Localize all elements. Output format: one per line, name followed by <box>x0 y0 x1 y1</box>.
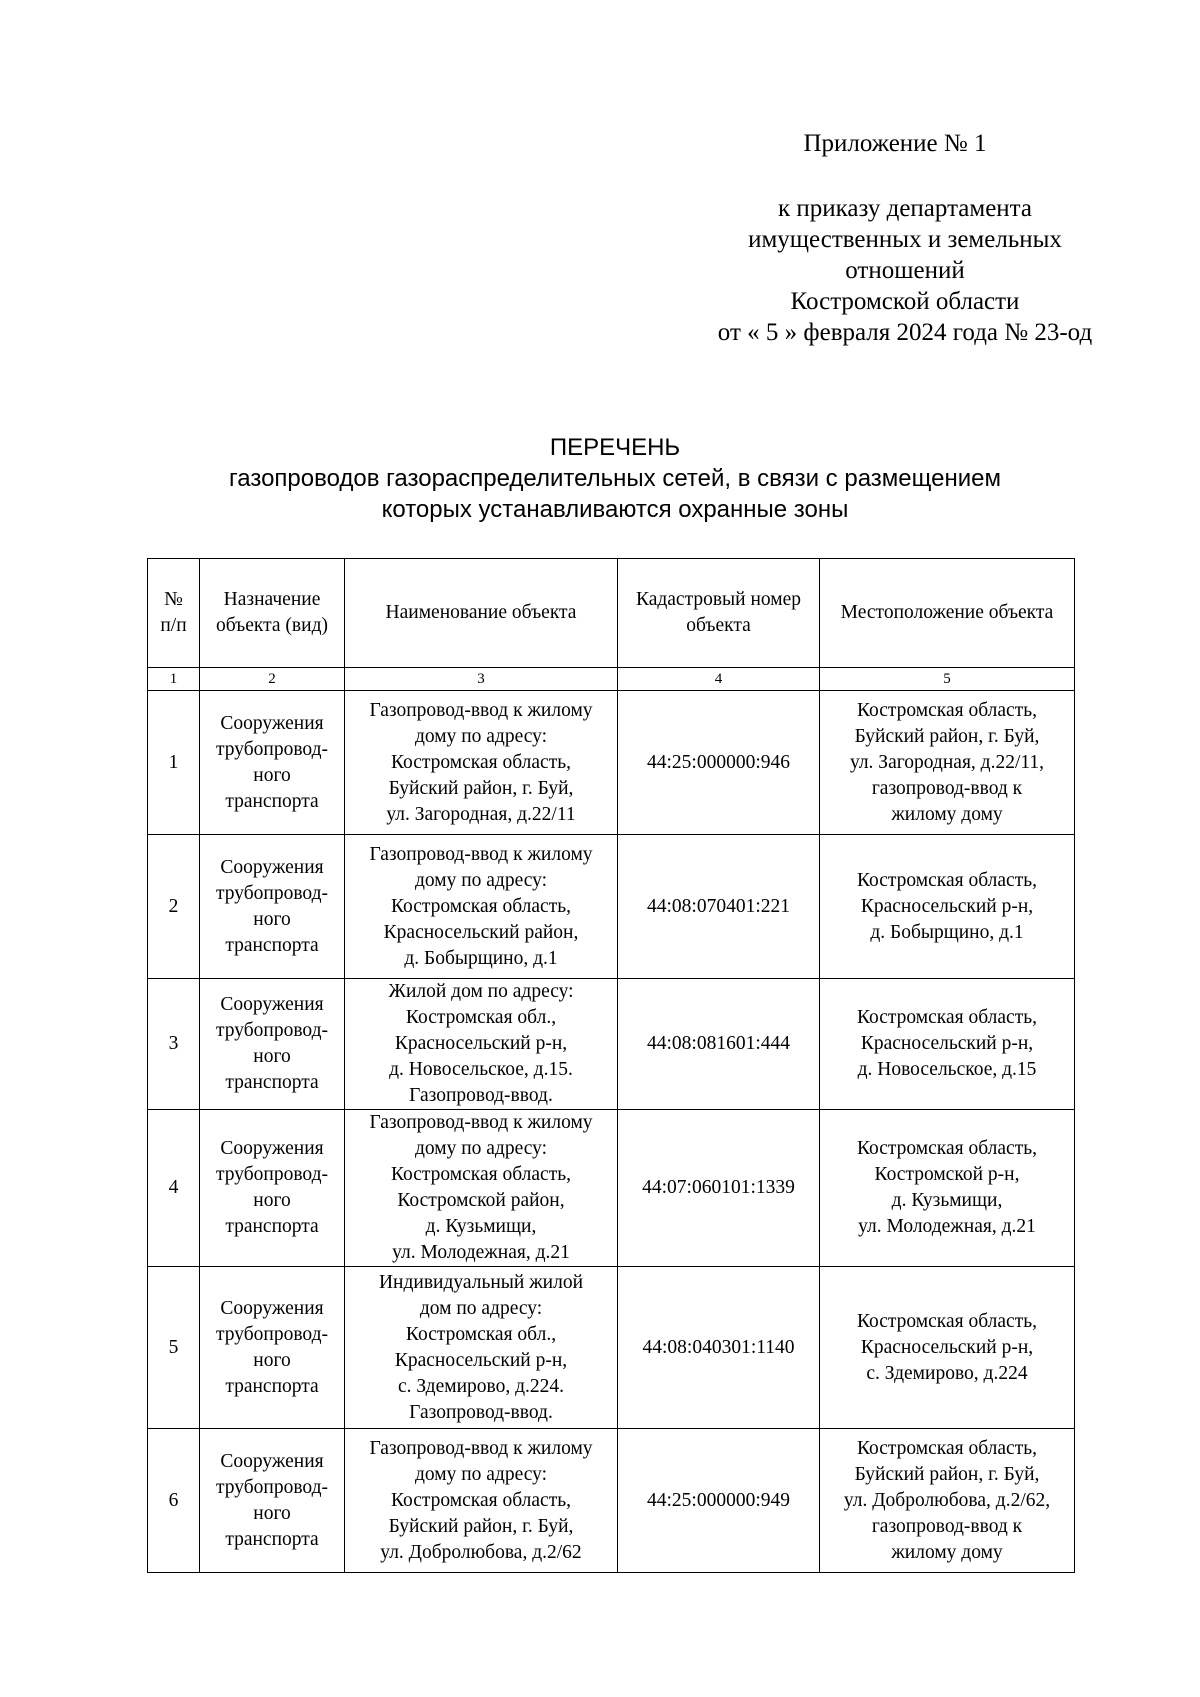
header-cell-num <box>148 559 200 668</box>
column-number-row <box>148 668 1075 691</box>
cell-cadastral <box>618 1429 820 1573</box>
header-cell-cadastral <box>618 559 820 668</box>
cell-text-line: Буйский район, г. Буй, <box>854 1463 1040 1485</box>
header-cell-type <box>200 559 345 668</box>
cell-text-line: 3 <box>168 1033 179 1054</box>
cell-text-line: 44:25:000000:949 <box>646 1489 790 1511</box>
appendix-line: от « 5 » февраля 2024 года № 23-од <box>717 319 1093 346</box>
cell-text-line: дом по адресу: <box>419 1297 543 1319</box>
cell-text-line: дому по адресу: <box>414 1138 548 1159</box>
cell-text-line: жилому дому <box>891 803 1003 825</box>
appendix-line: к приказу департамента <box>777 195 1033 222</box>
table-row <box>148 979 1075 1110</box>
table-header-row <box>148 559 1075 668</box>
table-row <box>148 1267 1075 1429</box>
cell-num <box>148 1429 200 1573</box>
table-row <box>148 691 1075 835</box>
cell-text-line: ного <box>253 764 291 786</box>
cell-text-line: Красносельский р-н, <box>394 1349 568 1371</box>
cell-text-line: Газопровод-ввод к жилому <box>369 1437 593 1459</box>
cell-text-line: Газопровод-ввод к жилому <box>369 699 593 721</box>
cell-text-line: газопровод-ввод к <box>871 1515 1023 1537</box>
cell-type <box>200 691 345 835</box>
cell-cadastral <box>618 691 820 835</box>
cell-text-line: Газопровод-ввод к жилому <box>369 1112 593 1133</box>
cell-text-line: ул. Загородная, д.22/11 <box>386 803 576 825</box>
cell-num <box>148 1267 200 1429</box>
cell-num <box>148 1110 200 1267</box>
cell-text-line: с. Здемирово, д.224 <box>866 1362 1028 1384</box>
cell-text-line: трубопровод- <box>215 882 329 904</box>
heading-title: ПЕРЕЧЕНЬ <box>549 434 681 461</box>
header-label: объекта <box>686 615 751 636</box>
cell-text-line: 44:08:040301:1140 <box>642 1336 795 1358</box>
cell-text-line: Костромская область, <box>856 1007 1037 1028</box>
cell-location <box>820 1429 1075 1573</box>
cell-text-line: транспорта <box>225 1072 319 1093</box>
cell-text-line: Костромская область, <box>390 895 571 917</box>
cell-text-line: с. Здемирово, д.224. <box>397 1375 565 1397</box>
pipelines-table <box>147 558 1075 1573</box>
cell-name <box>345 979 618 1110</box>
cell-text-line: Сооружения <box>220 1450 324 1472</box>
appendix-line: отношений <box>845 257 965 284</box>
cell-text-line: ул. Добролюбова, д.2/62, <box>843 1489 1051 1511</box>
header-label: Местоположение объекта <box>840 602 1054 623</box>
cell-text-line: Сооружения <box>220 1297 324 1319</box>
cell-text-line: Костромской район, <box>397 1190 565 1211</box>
cell-text-line: д. Новосельское, д.15 <box>857 1059 1037 1080</box>
cell-text-line: трубопровод- <box>215 738 329 760</box>
cell-text-line: Газопровод-ввод к жилому <box>369 843 593 865</box>
header-cell-name <box>345 559 618 668</box>
cell-text-line: Индивидуальный жилой <box>378 1271 584 1293</box>
cell-text-line: Красносельский р-н, <box>860 1336 1034 1358</box>
cell-text-line: трубопровод- <box>215 1476 329 1498</box>
cell-text-line: Сооружения <box>220 1138 324 1159</box>
cell-text-line: Костромская область, <box>390 1489 571 1511</box>
cell-text-line: Костромская область, <box>856 869 1037 891</box>
document-heading <box>150 432 1080 525</box>
column-number: 2 <box>200 668 345 691</box>
cell-type <box>200 1110 345 1267</box>
cell-text-line: Красносельский район, <box>383 921 579 943</box>
cell-text-line: Буйский район, г. Буй, <box>854 725 1040 747</box>
cell-cadastral <box>618 1110 820 1267</box>
appendix-line: Костромской области <box>790 288 1020 315</box>
cell-location <box>820 835 1075 979</box>
cell-text-line: 44:08:081601:444 <box>646 1033 790 1054</box>
heading-subtitle-line: которых устанавливаются охранные зоны <box>381 496 849 523</box>
cell-text-line: ного <box>253 1190 291 1211</box>
cell-name <box>345 691 618 835</box>
cell-text-line: дому по адресу: <box>414 869 548 891</box>
cell-text-line: ного <box>253 1349 291 1371</box>
cell-text-line: ного <box>253 1046 291 1067</box>
cell-num <box>148 835 200 979</box>
cell-text-line: ного <box>253 908 291 930</box>
appendix-line: имущественных и земельных <box>748 226 1062 253</box>
cell-text-line: Костромской р-н, <box>874 1164 1020 1185</box>
cell-text-line: Красносельский р-н, <box>394 1033 568 1054</box>
cell-text-line: Костромская обл., <box>405 1323 557 1345</box>
cell-text-line: транспорта <box>225 934 319 956</box>
cell-cadastral <box>618 979 820 1110</box>
cell-text-line: Костромская область, <box>390 1164 571 1185</box>
cell-text-line: ного <box>253 1502 291 1524</box>
cell-location <box>820 1267 1075 1429</box>
cell-text-line: д. Кузьмищи, <box>425 1216 537 1237</box>
cell-text-line: д. Бобырщино, д.1 <box>404 947 558 969</box>
cell-text-line: Красносельский р-н, <box>860 895 1034 917</box>
table-body <box>148 691 1075 1573</box>
cell-name <box>345 1110 618 1267</box>
cell-text-line: 6 <box>168 1489 179 1511</box>
header-label: Кадастровый номер <box>635 589 802 610</box>
column-number: 3 <box>345 668 618 691</box>
cell-text-line: дому по адресу: <box>414 725 548 747</box>
cell-text-line: Костромская обл., <box>405 1007 557 1028</box>
cell-text-line: трубопровод- <box>215 1020 329 1041</box>
cell-text-line: д. Бобырщино, д.1 <box>870 921 1024 943</box>
cell-text-line: Красносельский р-н, <box>860 1033 1034 1054</box>
cell-text-line: ул. Молодежная, д.21 <box>858 1216 1036 1237</box>
cell-text-line: ул. Загородная, д.22/11, <box>849 751 1045 773</box>
cell-text-line: 44:08:070401:221 <box>646 895 790 917</box>
cell-text-line: Сооружения <box>220 994 324 1015</box>
table-row <box>148 835 1075 979</box>
cell-text-line: транспорта <box>225 1528 319 1550</box>
header-label: Наименование объекта <box>385 602 577 623</box>
cell-text-line: 44:25:000000:946 <box>646 751 790 773</box>
cell-location <box>820 1110 1075 1267</box>
cell-text-line: транспорта <box>225 1216 319 1237</box>
cell-name <box>345 1429 618 1573</box>
cell-text-line: 4 <box>168 1177 179 1198</box>
cell-text-line: трубопровод- <box>215 1323 329 1345</box>
cell-text-line: Костромская область, <box>390 751 571 773</box>
cell-location <box>820 979 1075 1110</box>
cell-text-line: Костромская область, <box>856 699 1037 721</box>
cell-text-line: Буйский район, г. Буй, <box>388 1515 574 1537</box>
cell-cadastral <box>618 835 820 979</box>
cell-text-line: жилому дому <box>891 1541 1003 1563</box>
cell-text-line: Газопровод-ввод. <box>409 1085 553 1106</box>
cell-type <box>200 1429 345 1573</box>
column-number: 4 <box>618 668 820 691</box>
cell-num <box>148 979 200 1110</box>
cell-name <box>345 835 618 979</box>
cell-cadastral <box>618 1267 820 1429</box>
column-number: 5 <box>820 668 1075 691</box>
cell-text-line: Костромская область, <box>856 1437 1037 1459</box>
cell-text-line: 44:07:060101:1339 <box>642 1177 795 1198</box>
cell-text-line: 5 <box>168 1336 179 1358</box>
cell-name <box>345 1267 618 1429</box>
appendix-title: Приложение № 1 <box>803 130 987 157</box>
cell-text-line: транспорта <box>225 1375 319 1397</box>
cell-text-line: д. Кузьмищи, <box>891 1190 1003 1211</box>
table-row <box>148 1429 1075 1573</box>
cell-location <box>820 691 1075 835</box>
cell-text-line: д. Новосельское, д.15. <box>389 1059 573 1080</box>
cell-text-line: ул. Молодежная, д.21 <box>392 1242 570 1263</box>
cell-text-line: дому по адресу: <box>414 1463 548 1485</box>
cell-text-line: Газопровод-ввод. <box>409 1401 553 1423</box>
cell-text-line: Сооружения <box>220 712 324 734</box>
heading-subtitle-line: газопроводов газораспределительных сетей, в связи с размещением <box>229 465 1001 492</box>
header-label: № <box>164 589 183 610</box>
cell-text-line: Сооружения <box>220 856 324 878</box>
appendix-block <box>630 128 1180 348</box>
table-row <box>148 1110 1075 1267</box>
cell-type <box>200 835 345 979</box>
cell-text-line: Жилой дом по адресу: <box>388 981 574 1002</box>
cell-type <box>200 1267 345 1429</box>
cell-text-line: Буйский район, г. Буй, <box>388 777 574 799</box>
header-label: Назначение <box>223 589 321 610</box>
cell-text-line: Костромская область, <box>856 1138 1037 1159</box>
cell-text-line: газопровод-ввод к <box>871 777 1023 799</box>
header-label: объекта (вид) <box>216 615 328 636</box>
header-label: п/п <box>160 615 187 636</box>
column-number: 1 <box>148 668 200 691</box>
cell-text-line: транспорта <box>225 790 319 812</box>
cell-text-line: 1 <box>168 751 179 773</box>
cell-text-line: трубопровод- <box>215 1164 329 1185</box>
cell-text-line: ул. Добролюбова, д.2/62 <box>380 1541 582 1563</box>
cell-type <box>200 979 345 1110</box>
cell-text-line: 2 <box>168 895 179 917</box>
cell-text-line: Костромская область, <box>856 1310 1037 1332</box>
cell-num <box>148 691 200 835</box>
header-cell-location <box>820 559 1075 668</box>
